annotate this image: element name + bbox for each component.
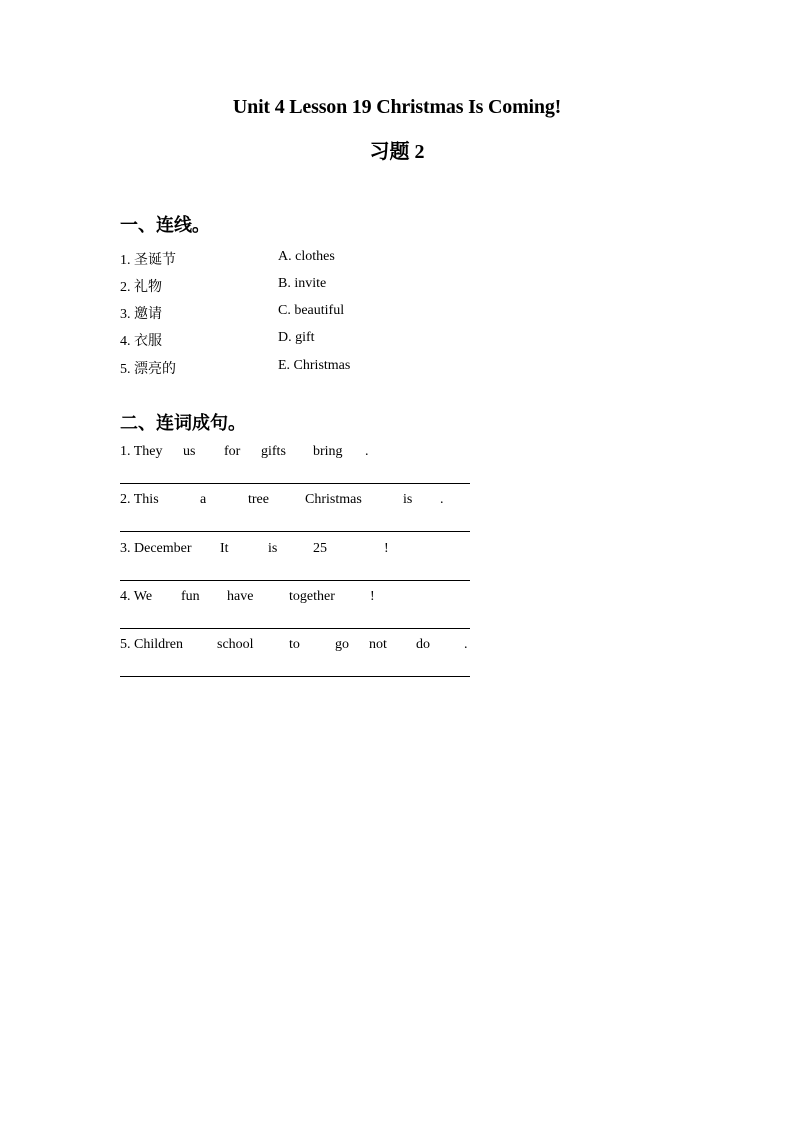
answer-line: [120, 676, 470, 677]
match-english-option: E. Christmas: [278, 358, 351, 373]
match-row: [120, 249, 480, 269]
scrambled-word: is: [403, 492, 413, 507]
question-row: [120, 589, 470, 609]
answer-line: [120, 531, 470, 532]
question-row: [120, 444, 470, 464]
scrambled-word: .: [464, 637, 468, 652]
scrambled-word: 4. We: [120, 589, 153, 604]
scrambled-word: not: [369, 637, 387, 652]
scrambled-word: 3. December: [120, 541, 192, 556]
question-row: [120, 492, 470, 512]
match-row: [120, 303, 480, 323]
scrambled-word: .: [440, 492, 444, 507]
answer-line: [120, 628, 470, 629]
match-chinese-term: 2. 礼物: [120, 280, 162, 295]
match-row: [120, 358, 480, 378]
match-chinese-term: 3. 邀请: [120, 307, 162, 322]
scrambled-word: for: [224, 444, 241, 459]
match-english-option: B. invite: [278, 276, 327, 291]
scrambled-word: is: [268, 541, 278, 556]
scrambled-word: a: [200, 492, 207, 507]
scrambled-word: bring: [313, 444, 343, 459]
scrambled-word: school: [217, 637, 254, 652]
match-row: [120, 330, 480, 350]
scrambled-word: together: [289, 589, 335, 604]
scrambled-word: to: [289, 637, 300, 652]
scrambled-word: .: [365, 444, 369, 459]
scrambled-word: 25: [313, 541, 327, 556]
scrambled-word: !: [370, 589, 375, 604]
scrambled-word: gifts: [261, 444, 286, 459]
answer-line: [120, 483, 470, 484]
match-english-option: A. clothes: [278, 249, 335, 264]
scrambled-word: do: [416, 637, 430, 652]
answer-line: [120, 580, 470, 581]
scrambled-word: tree: [248, 492, 269, 507]
scrambled-word: Christmas: [305, 492, 362, 507]
scrambled-word: 1. They: [120, 444, 163, 459]
question-row: [120, 541, 470, 561]
scrambled-word: 5. Children: [120, 637, 183, 652]
scrambled-word: go: [335, 637, 349, 652]
match-english-option: C. beautiful: [278, 303, 345, 318]
scrambled-word: us: [183, 444, 196, 459]
match-chinese-term: 5. 漂亮的: [120, 362, 176, 377]
match-row: [120, 276, 480, 296]
question-row: [120, 637, 470, 657]
section-heading-matching: 一、连线。: [120, 215, 210, 235]
match-chinese-term: 4. 衣服: [120, 334, 162, 349]
page-title: Unit 4 Lesson 19 Christmas Is Coming!: [232, 96, 562, 118]
scrambled-word: 2. This: [120, 492, 159, 507]
scrambled-word: fun: [181, 589, 200, 604]
match-english-option: D. gift: [278, 330, 315, 345]
scrambled-word: It: [220, 541, 229, 556]
scrambled-word: have: [227, 589, 254, 604]
match-chinese-term: 1. 圣诞节: [120, 253, 176, 268]
scrambled-word: !: [384, 541, 389, 556]
page-subtitle: 习题 2: [369, 141, 425, 163]
section-heading-word-order: 二、连词成句。: [120, 413, 246, 433]
